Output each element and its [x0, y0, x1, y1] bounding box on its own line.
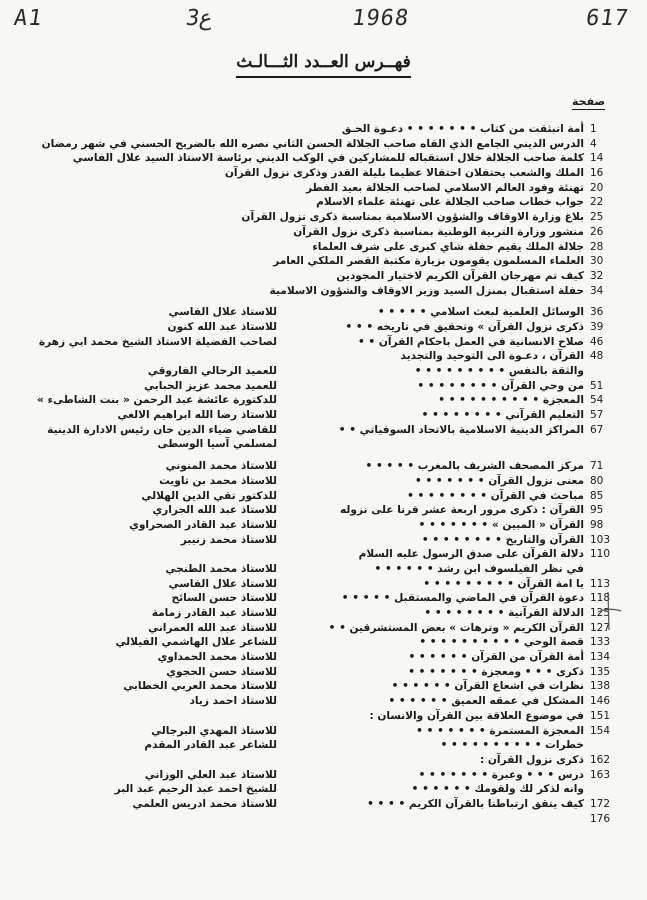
toc-article-title: الوسائل العلمية لبعث اسلامي • • • • • [377, 306, 584, 319]
toc-page-number: 172 [590, 797, 611, 810]
toc-page-number: 25 [590, 211, 604, 224]
toc-article-title: تهنئة وفود العالم الاسلامي لصاحب الجلالة بعيد الفطر [305, 181, 584, 194]
toc-page-number: 113 [590, 577, 611, 590]
toc-page-number: 36 [590, 306, 604, 319]
toc-author: للاستاذ علال الفاسي [168, 306, 277, 319]
toc-author: للاستاذ محمد العربي الخطابي [123, 680, 277, 693]
toc-entry [0, 709, 647, 724]
toc-author: للاستاذ حسن السائح [171, 592, 277, 605]
toc-author: للدكتور تقي الدين الهلالي [141, 489, 277, 502]
toc-author: للاستاذ عبد القادر الصحراوي [129, 518, 277, 531]
toc-author: للاستاذ حسن الحجوي [166, 665, 277, 678]
toc-article-title: ذكرى نزول القرآن » وتحقيق في تاريخه • • • [345, 320, 584, 333]
handwritten-page-number: 617 [584, 6, 631, 31]
toc-page-number: 28 [590, 240, 604, 253]
toc-entry [0, 349, 647, 364]
toc-author: للاستاذ محمد الحمداوي [157, 651, 277, 664]
toc-entry [0, 738, 647, 753]
toc-article-title: خطرات • • • • • • • • • • [440, 739, 584, 752]
toc-page-number: 16 [590, 167, 604, 180]
toc-page-number: 151 [590, 709, 611, 722]
toc-article-title: أمة القرآن من القرآن • • • • • • [408, 651, 584, 664]
toc-article-title: كيف يتقق ارتباطنا بالقرآن الكريم • • • • [367, 797, 584, 810]
toc-entry [0, 812, 647, 827]
toc-page-number: 138 [590, 680, 611, 693]
handwritten-code-middle: 3ع [184, 6, 215, 31]
toc-entry [0, 254, 647, 269]
toc-entry [0, 547, 647, 562]
toc-author: للاستاذ محمد المنوني [165, 460, 277, 473]
toc-entry [0, 225, 647, 240]
toc-article-title: والثقة بالنفس • • • • • • • • • [414, 365, 584, 377]
margin-pencil-mark [594, 590, 624, 632]
toc-author: للاستاذ رضا الله ابراهيم الالغي [117, 409, 277, 422]
toc-article-title: القرآن « المبين » • • • • • • • [418, 518, 584, 531]
toc-article-title: الملك والشعب يحتفلان احتفالا عظيما بليلة القدر وذكرى نزول القرآن [224, 167, 584, 180]
toc-entry [0, 489, 647, 504]
toc-author: للشاعر علال الهاشمي الفيلالي [115, 636, 277, 649]
toc-page-number: 163 [590, 768, 611, 781]
toc-page-number: 162 [590, 753, 611, 766]
toc-article-title: درس • • • وعبرة • • • • • • • [418, 768, 584, 781]
toc-author: للاستاذ علال الفاسي [168, 577, 277, 590]
toc-article-title: دعوة القرآن في الماضي والمستقبل • • • • • [341, 592, 584, 605]
toc-author: للقاضي ضياء الدين خان رئيس الادارة الدينية [47, 423, 277, 436]
toc-entry [0, 606, 647, 621]
toc-entry [0, 679, 647, 694]
toc-author: لصاحب الفضيلة الاستاذ الشيخ محمد ابي زهرة [38, 335, 277, 348]
toc-article-title: مركز المصحف الشريف بالمغرب • • • • • [365, 460, 584, 473]
toc-page-number: 30 [590, 255, 604, 268]
toc-entry [0, 518, 647, 533]
toc-entry [0, 782, 647, 797]
toc-article-title: المشكل في عمقه العميق • • • • • • [388, 695, 584, 708]
toc-entry [0, 459, 647, 474]
toc-page-number: 98 [590, 518, 604, 531]
toc-page-number: 54 [590, 394, 604, 407]
toc-article-title: يا امة القرآن • • • • • • • • • [423, 577, 584, 590]
toc-page-number: 80 [590, 474, 604, 487]
toc-author: للاستاذ عبد الله كنون [167, 320, 277, 333]
toc-article-title: المراكز الدينية الاسلامية بالاتحاد السوفياتي • • [338, 423, 584, 436]
toc-entry [0, 393, 647, 408]
toc-page-number: 4 [590, 137, 597, 150]
toc-author: للاستاذ عبد الله الجراري [152, 504, 277, 517]
toc-article-title: الدرس الديني الجامع الذي القاه صاحب الجلالة الحسن الثاني نصره الله بالضريح الحسني في شهر رمضان [41, 137, 584, 150]
toc-article-title: حفلة استقبال بمنزل السيد وزير الاوقاف والشؤون الاسلامية [269, 284, 584, 297]
page-title: فهــرس العــدد الثـــالـث [236, 52, 410, 78]
toc-author: للاستاذ محمد بن تاويت [159, 474, 277, 487]
toc-page-number: 85 [590, 489, 604, 502]
toc-entry [0, 379, 647, 394]
toc-entry [0, 753, 647, 768]
toc-author: للاستاذ عبد الله العمراني [148, 621, 277, 634]
toc-entry [0, 335, 647, 350]
toc-article-title: جلالة الملك يقيم حفلة شاي كبرى على شرف العلماء [312, 240, 584, 253]
toc-entry [0, 122, 647, 137]
toc-entry [0, 437, 647, 452]
toc-entry [0, 724, 647, 739]
toc-entry [0, 284, 647, 299]
toc-page-number: 1 [590, 123, 597, 135]
toc-article-title: العلماء المسلمون يقومون بزيارة مكتبة القصر الملكي العامر [273, 255, 584, 268]
toc-page-number: 154 [590, 724, 611, 737]
toc-article-title: منشور وزارة التربية الوطنية بمناسبة ذكرى نزول القرآن [293, 225, 584, 238]
toc-page-number: 176 [590, 812, 611, 825]
toc-author: للشيخ احمد عبد الرحيم عبد البر [114, 783, 277, 796]
toc-article-title: مباحث في القرآن • • • • • • • • [407, 489, 584, 502]
toc-author: للشاعر عبد القادر المقدم [144, 739, 277, 752]
toc-article-title: معنى نزول القرآن • • • • • • • [414, 474, 584, 487]
toc-page-number: 118 [590, 592, 611, 605]
toc-entry [0, 305, 647, 320]
toc-entry [0, 408, 647, 423]
toc-entry [0, 210, 647, 225]
toc-article-title: من وحي القرآن • • • • • • • • [417, 379, 584, 392]
toc-entry [0, 269, 647, 284]
toc-page-number: 34 [590, 284, 604, 297]
toc-page-number: 14 [590, 152, 604, 165]
handwritten-year: 1968 [350, 6, 411, 31]
toc-article-title: في نظر الفيلسوف ابن رشد • • • • • • [374, 562, 584, 575]
toc-author: للاستاذ المهدي البرجالي [151, 724, 277, 737]
toc-article-title: صلاح الانسانية في العمل باحكام القرآن • • [357, 335, 584, 348]
toc-entry [0, 151, 647, 166]
toc-entry [0, 621, 647, 636]
toc-author: للعميد الرحالي الفاروقي [147, 365, 277, 377]
title-container [0, 52, 647, 78]
toc-author: للاستاذ محمد زنيبر [180, 533, 277, 546]
toc-entry [0, 166, 647, 181]
toc-author: للاستاذ عبد العلي الوزاني [144, 768, 277, 781]
toc-author: لمسلمي آسيا الوسطى [157, 438, 277, 451]
toc-page-number: 146 [590, 695, 611, 708]
toc-article-title: ذكرى • • • ومعجزة • • • • • • • [408, 665, 584, 678]
toc-article-title: نظرات في اشعاع القرآن • • • • • • [391, 680, 584, 693]
toc-page-number: 39 [590, 320, 604, 333]
toc-article-title: المعجزة • • • • • • • • • • [438, 394, 584, 407]
toc-entry [0, 650, 647, 665]
toc-page-number: 127 [590, 621, 611, 634]
toc-page-number: 51 [590, 379, 604, 392]
toc-page-number: 135 [590, 665, 611, 678]
toc-author: للاستاذ عبد القادر زمامة [151, 607, 277, 619]
toc-article-title: كلمة صاحب الجلالة خلال استقباله للمشاركين في الوكب الديني برئاسة الاستاذ السيد علال الفاسي [72, 152, 584, 165]
toc-entry [0, 137, 647, 152]
toc-article-title: القرآن الكريم « وترهات » بعض المستشرقين • • [328, 621, 584, 634]
toc-page-number: 134 [590, 651, 611, 664]
toc-entry [0, 364, 647, 379]
toc-page-number: 133 [590, 636, 611, 649]
toc-entry [0, 562, 647, 577]
toc-entry [0, 503, 647, 518]
toc-page-number: 57 [590, 409, 604, 422]
toc-author: للاستاذ احمد زياد [189, 695, 277, 708]
toc-page-number: 22 [590, 196, 604, 209]
toc-entry [0, 533, 647, 548]
toc-page-number: 48 [590, 350, 604, 363]
toc-article-title: القرآن ، دعـوة الى التوحيد والتجديد [400, 350, 584, 363]
toc-page-number: 103 [590, 533, 611, 546]
toc-entry [0, 181, 647, 196]
toc-article-title: جواب خطاب صاحب الجلالة على تهنئة علماء الاسلام [316, 196, 584, 209]
toc-article-title: ذكرى نزول القرآن : [479, 753, 584, 766]
toc-page-number: 95 [590, 504, 604, 517]
toc-entry [0, 577, 647, 592]
toc-page-number: 26 [590, 225, 604, 238]
toc-entry [0, 768, 647, 783]
toc-entry [0, 423, 647, 438]
toc-article-title: الدلالة القرآنية • • • • • • • • [424, 607, 584, 619]
toc-entry [0, 474, 647, 489]
toc-page-number: 46 [590, 335, 604, 348]
toc-page-number: 71 [590, 460, 604, 473]
toc-entry [0, 591, 647, 606]
toc-article-title: بلاغ وزارة الاوقاف والشؤون الاسلامية بمناسبة ذكرى نزول القرآن [241, 211, 584, 224]
toc-page-number: 67 [590, 423, 604, 436]
toc-page-number: 125 [590, 607, 611, 619]
table-of-contents [0, 122, 647, 826]
toc-article-title: وانه لذكر لك ولقومك • • • • • • [411, 783, 584, 796]
toc-article-title: قصة الوحي • • • • • • • • • • [419, 636, 584, 649]
toc-entry [0, 797, 647, 812]
handwritten-code-left: A1 [12, 6, 45, 31]
toc-entry [0, 320, 647, 335]
toc-entry [0, 665, 647, 680]
toc-entry [0, 195, 647, 210]
toc-page-number: 110 [590, 548, 611, 561]
toc-author: للدكتورة عائشة عبد الرحمن « بنت الشاطىء » [37, 394, 277, 407]
toc-entry [0, 694, 647, 709]
toc-author: للعميد محمد عزيز الحبابي [144, 379, 277, 392]
toc-article-title: في موضوع العلاقة بين القرآن والانسان : [369, 709, 584, 722]
toc-page-number: 20 [590, 181, 604, 194]
toc-article-title: كيف تم مهرجان القرآن الكريم لاختيار المجودين [336, 269, 584, 282]
toc-article-title: دلالة القرآن على صدق الرسول عليه السلام [358, 548, 584, 561]
page-column-label: صفحة [572, 95, 606, 108]
toc-entry [0, 240, 647, 255]
toc-article-title: التعليم القرآني • • • • • • • • [421, 409, 584, 422]
toc-article-title: المعجزة المستمرة • • • • • • • [416, 724, 584, 737]
toc-entry [0, 635, 647, 650]
toc-author: للاستاذ محمد الطنجي [165, 562, 277, 575]
toc-article-title: القرآن والتاريخ • • • • • • • • [421, 533, 584, 546]
toc-author: للاستاذ محمد ادريس العلمي [132, 797, 277, 810]
toc-article-title: القرآن : ذكرى مرور اربعة عشر قرنا على نزوله [339, 504, 584, 517]
toc-page-number: 32 [590, 269, 604, 282]
toc-article-title: أمة انبثقت من كتاب • • • • • • • دعـوة الحـق [341, 123, 584, 135]
